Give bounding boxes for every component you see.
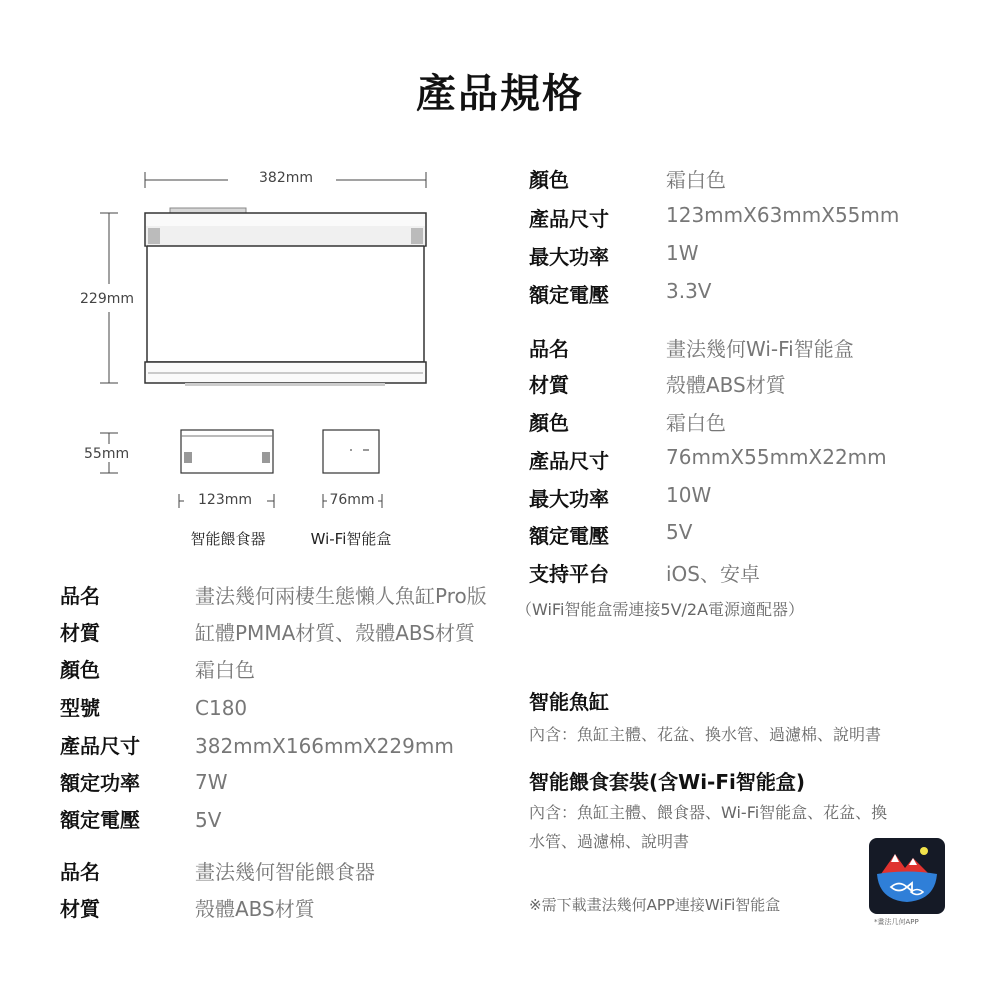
feeder-drawing [181,430,273,473]
spec-value: 123mmX63mmX55mm [666,203,900,227]
spec-value: 霜白色 [195,658,255,682]
wifi-box-caption: Wi-Fi智能盒 [310,530,392,548]
spec-label: 額定電壓 [529,524,609,548]
app-download-note: ※需下載畫法幾何APP連接WiFi智能盒 [529,896,781,914]
spec-label: 材質 [60,621,100,645]
spec-value: 畫法幾何兩棲生態懶人魚缸Pro版 [195,584,487,608]
spec-label: 產品尺寸 [529,449,609,473]
spec-value: 10W [666,483,712,507]
spec-label: 產品尺寸 [60,734,140,758]
spec-label: 品名 [60,584,100,608]
spec-value: 畫法幾何智能餵食器 [195,860,375,884]
tank-package-title: 智能魚缸 [529,690,609,714]
spec-label: 支持平台 [529,562,609,586]
spec-value: 畫法幾何Wi-Fi智能盒 [666,337,854,361]
spec-value: 3.3V [666,279,712,303]
spec-value: 5V [666,520,693,544]
feeder-caption: 智能餵食器 [190,530,266,548]
spec-label: 最大功率 [529,245,609,269]
spec-value: iOS、安卓 [666,562,760,586]
wifi-box-drawing [323,430,379,473]
spec-value: 7W [195,770,228,794]
kit-package-contents-line2: 水管、過濾棉、說明書 [529,832,690,851]
spec-label: 材質 [60,897,100,921]
spec-label: 顏色 [529,411,569,435]
width-dimension-label: 382mm [259,170,313,186]
spec-label: 額定功率 [60,771,140,795]
kit-package-title: 智能餵食套裝(含Wi-Fi智能盒) [529,770,806,794]
small-height-dimension-label: 55mm [84,446,130,462]
tank-package-contents: 內含：魚缸主體、花盆、換水管、過濾棉、說明書 [529,725,882,744]
spec-label: 產品尺寸 [529,207,609,231]
spec-label: 額定電壓 [529,283,609,307]
spec-value: C180 [195,696,248,720]
spec-label: 額定電壓 [60,808,140,832]
spec-value: 382mmX166mmX229mm [195,734,454,758]
spec-value: 5V [195,808,222,832]
spec-label: 型號 [60,696,100,720]
box-width-label: 76mm [329,492,375,508]
page-title: 產品規格 [416,71,584,117]
spec-label: 材質 [529,373,569,397]
app-icon [869,838,945,914]
spec-value: 殼體ABS材質 [666,373,786,397]
tank-drawing [145,208,426,386]
spec-label: 品名 [60,860,100,884]
spec-value: 76mmX55mmX22mm [666,445,887,469]
spec-value: 缸體PMMA材質、殼體ABS材質 [195,621,475,645]
spec-value: 殼體ABS材質 [195,897,315,921]
spec-value: 1W [666,241,699,265]
spec-label: 品名 [529,337,569,361]
app-icon-label: *畫法几何APP [874,918,919,926]
height-dimension-label: 229mm [80,291,134,307]
spec-value: 霜白色 [666,168,726,192]
kit-package-contents-line1: 內含：魚缸主體、餵食器、Wi-Fi智能盒、花盆、換 [529,803,888,822]
feeder-width-label: 123mm [198,492,252,508]
spec-label: 最大功率 [529,487,609,511]
spec-value: 霜白色 [666,411,726,435]
spec-label: 顏色 [529,168,569,192]
power-adapter-note: （WiFi智能盒需連接5V/2A電源適配器） [516,600,805,619]
spec-label: 顏色 [60,658,100,682]
